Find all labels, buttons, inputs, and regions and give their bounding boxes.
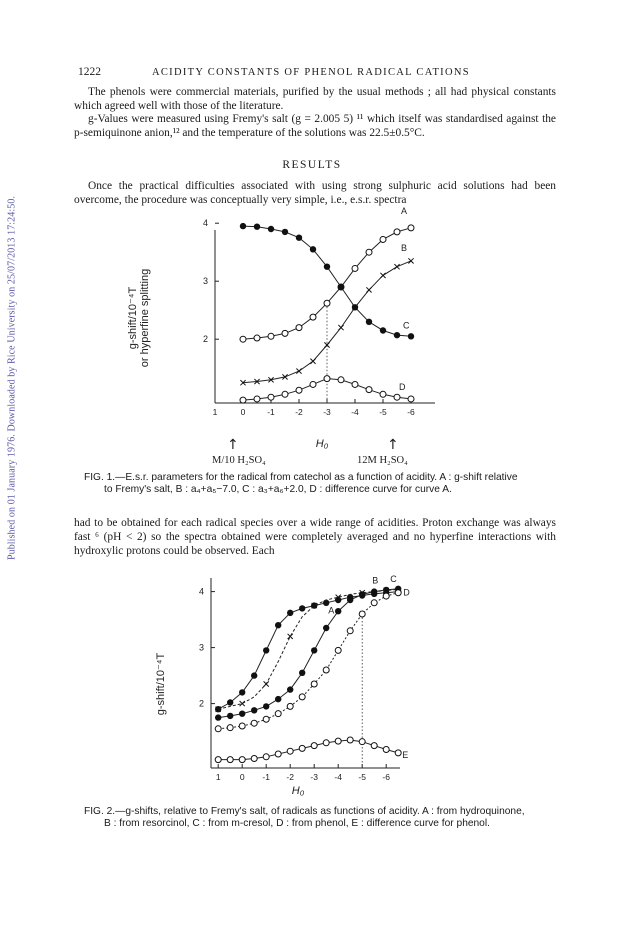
fig2-series-d-point xyxy=(275,711,281,717)
page-number: 1222 xyxy=(78,66,101,78)
fig1-y-tick-label: 3 xyxy=(202,276,208,287)
fig1-series-b-point xyxy=(338,325,343,330)
fig2-y-tick-label: 2 xyxy=(198,698,204,709)
fig2-x-tick-label: -3 xyxy=(310,772,318,782)
fig1-x-tick-label: 1 xyxy=(212,407,218,417)
fig1-x-tick-label: -2 xyxy=(295,407,303,417)
fig2-series-e-point xyxy=(287,748,293,754)
fig2-ylabel: g-shift/10⁻⁴T xyxy=(155,652,167,716)
fig2-series-a-point xyxy=(263,647,269,653)
fig2-series-e-point xyxy=(395,750,401,756)
fig1-series-c-line xyxy=(243,226,411,336)
fig2-series-d-point xyxy=(347,628,353,634)
fig2-series-c-point xyxy=(299,670,305,676)
fig2-series-c-point xyxy=(239,710,245,716)
fig2-series-e-point xyxy=(263,754,269,760)
fig1-ylabel-line2: or hyperfine splitting xyxy=(139,268,151,368)
fig1-series-c-point xyxy=(352,304,358,310)
fig2-series-d-point xyxy=(395,590,401,596)
fig2-series-e-point xyxy=(383,747,389,753)
fig1-series-a-point xyxy=(240,336,246,342)
fig2-caption-line1: FIG. 2.—g-shifts, relative to Fremy's salt, of radicals as functions of acidity. A : from hydroquinone, xyxy=(84,806,525,817)
fig2-series-d-point xyxy=(299,694,305,700)
fig1-series-c-point xyxy=(408,333,414,339)
fig2-series-e-point xyxy=(323,740,329,746)
fig2-series-d-point xyxy=(383,593,389,599)
middle-paragraph xyxy=(74,516,556,559)
fig1-series-c-point xyxy=(338,284,344,290)
fig1-series-d-point xyxy=(380,391,386,397)
fig1-series-c-point xyxy=(268,226,274,232)
fig2-series-c-point xyxy=(263,703,269,709)
fig2-x-tick-label: 0 xyxy=(239,772,245,782)
running-title: ACIDITY CONSTANTS OF PHENOL RADICAL CATIONS xyxy=(152,67,470,78)
fig1-series-c-point xyxy=(394,332,400,338)
fig1-right-marker: 12M H₂SO₄ xyxy=(357,455,408,466)
fig1-series-a-point xyxy=(296,325,302,331)
fig2-series-c-point xyxy=(359,591,365,597)
fig1-series-a-label: A xyxy=(401,205,408,216)
fig2-y-tick-label: 4 xyxy=(198,586,204,597)
fig1-x-tick-label: -1 xyxy=(267,407,275,417)
fig2-series-e-label: E xyxy=(402,749,409,760)
intro-text xyxy=(74,86,556,140)
fig1-series-b-point xyxy=(296,369,301,374)
fig2-x-tick-label: -1 xyxy=(262,772,270,782)
fig1-right-arrow-icon: ↑ xyxy=(387,437,399,453)
fig2-x-tick-label: 1 xyxy=(215,772,221,782)
fig2-series-e-point xyxy=(371,743,377,749)
fig1-y-tick-label: 2 xyxy=(202,334,208,345)
figure-1 xyxy=(127,205,440,458)
fig2-series-e-point xyxy=(299,745,305,751)
fig1-xlabel: H₀ xyxy=(315,438,329,450)
fig2-series-e-point xyxy=(275,751,281,757)
fig2-series-a-point xyxy=(299,605,305,611)
fig2-series-b-label: B xyxy=(372,575,379,586)
fig2-series-d-point xyxy=(359,611,365,617)
fig1-x-tick-label: -3 xyxy=(323,407,331,417)
fig1-series-b-point xyxy=(366,287,371,292)
results-paragraph xyxy=(74,180,556,207)
fig1-left-arrow-icon: ↑ xyxy=(227,437,239,453)
fig2-series-c-point xyxy=(347,597,353,603)
fig1-x-tick-label: -5 xyxy=(379,407,387,417)
fig2-series-e-point xyxy=(359,739,365,745)
fig2-series-a-label: A xyxy=(328,605,335,616)
middle-paragraph-text: had to be obtained for each radical species over a wide range of acidities. Proton exchange was always fast ⁶ (pH < 2) so the spectra obtained were completely averaged and no hyperfine interactions with hydroxylic protons could be observed. Each xyxy=(74,517,556,558)
fig1-series-c-label: C xyxy=(403,320,410,331)
fig1-series-c-point xyxy=(310,246,316,252)
fig2-series-d-point xyxy=(323,667,329,673)
fig2-series-a-point xyxy=(287,610,293,616)
fig1-series-c-point xyxy=(240,223,246,229)
fig1-series-a-point xyxy=(380,236,386,242)
figure-1-plot xyxy=(127,205,440,458)
fig1-series-b-point xyxy=(380,273,385,278)
fig1-series-a-line xyxy=(243,228,411,339)
fig2-series-e-point xyxy=(215,757,221,763)
fig1-series-a-point xyxy=(408,225,414,231)
fig1-series-a-point xyxy=(352,265,358,271)
fig1-x-tick-label: 0 xyxy=(240,407,246,417)
fig1-series-a-point xyxy=(268,333,274,339)
fig2-series-e-point xyxy=(347,737,353,743)
fig2-series-d-point xyxy=(227,725,233,731)
fig2-series-b-point xyxy=(288,634,293,639)
fig2-series-d-point xyxy=(371,600,377,606)
fig1-series-d-label: D xyxy=(399,381,406,392)
figure-1-caption xyxy=(84,472,554,496)
fig2-series-d-point xyxy=(239,723,245,729)
fig2-series-c-point xyxy=(275,696,281,702)
fig1-series-a-point xyxy=(394,229,400,235)
fig1-series-d-point xyxy=(408,396,414,402)
fig2-series-c-point xyxy=(227,713,233,719)
fig1-caption-line2: to Fremy's salt, B : a₄+a₅−7.0, C : a₃+a₆+2.0, D : difference curve for curve A. xyxy=(104,484,452,495)
fig1-x-tick-label: -4 xyxy=(351,407,359,417)
fig2-series-a-point xyxy=(251,672,257,678)
fig1-series-d-point xyxy=(310,381,316,387)
fig2-series-d-point xyxy=(215,726,221,732)
fig2-series-d-label: D xyxy=(403,587,410,598)
fig2-series-c-line xyxy=(218,589,398,718)
fig1-series-c-point xyxy=(296,235,302,241)
fig2-series-b-point xyxy=(264,681,269,686)
fig2-series-e-line xyxy=(218,740,398,760)
fig2-series-c-point xyxy=(323,625,329,631)
fig2-series-e-point xyxy=(251,755,257,761)
fig1-series-d-point xyxy=(268,394,274,400)
fig2-xlabel: H₀ xyxy=(291,785,305,797)
fig1-series-a-point xyxy=(324,300,330,306)
fig2-caption-line2: B : from resorcinol, C : from m-cresol, D : from phenol, E : difference curve for phenol. xyxy=(104,818,490,829)
download-notice-text: Published on 01 January 1976. Downloaded by Rice University on 25/07/2013 17:24:50. xyxy=(6,195,18,561)
intro-paragraph-2: g-Values were measured using Fremy's salt (g = 2.005 5) ¹¹ which itself was standardised against the p-semiquinone anion,¹² and the temperature of the solutions was 22.5±0.5°C. xyxy=(74,113,556,139)
fig1-series-c-point xyxy=(380,327,386,333)
fig1-series-d-point xyxy=(240,397,246,403)
fig2-x-tick-label: -2 xyxy=(286,772,294,782)
fig2-series-d-point xyxy=(251,720,257,726)
fig2-series-d-point xyxy=(335,647,341,653)
fig1-series-d-point xyxy=(254,396,260,402)
fig1-series-b-point xyxy=(310,359,315,364)
fig1-series-c-point xyxy=(324,264,330,270)
fig2-x-tick-label: -5 xyxy=(358,772,366,782)
fig2-series-c-point xyxy=(287,686,293,692)
fig1-series-b-point xyxy=(408,258,413,263)
fig1-series-d-point xyxy=(366,387,372,393)
fig1-series-d-point xyxy=(394,394,400,400)
results-heading: RESULTS xyxy=(282,159,342,171)
fig1-ylabel-line1: g-shift/10⁻⁴T xyxy=(127,286,139,350)
fig2-series-e-point xyxy=(239,757,245,763)
fig2-series-a-point xyxy=(275,622,281,628)
figure-2-caption xyxy=(84,806,554,830)
fig2-series-a-point xyxy=(227,699,233,705)
fig1-series-a-point xyxy=(366,249,372,255)
download-notice xyxy=(4,178,20,578)
fig2-x-tick-label: -4 xyxy=(334,772,342,782)
fig2-series-c-point xyxy=(311,647,317,653)
fig2-series-d-point xyxy=(287,703,293,709)
fig2-series-c-point xyxy=(335,608,341,614)
fig2-series-c-point xyxy=(371,588,377,594)
fig1-series-d-point xyxy=(338,377,344,383)
fig1-y-tick-label: 4 xyxy=(202,218,208,229)
fig2-series-e-point xyxy=(227,757,233,763)
fig1-series-a-point xyxy=(310,314,316,320)
fig2-y-tick-label: 3 xyxy=(198,642,204,653)
fig1-series-d-point xyxy=(296,387,302,393)
fig1-series-d-point xyxy=(282,391,288,397)
fig2-series-e-point xyxy=(335,738,341,744)
fig1-caption-line1: FIG. 1.—E.s.r. parameters for the radical from catechol as a function of acidity. A : g-shift relative xyxy=(84,472,518,483)
fig2-series-c-point xyxy=(251,707,257,713)
fig2-x-tick-label: -6 xyxy=(382,772,390,782)
fig2-series-d-point xyxy=(263,716,269,722)
fig1-series-b-point xyxy=(394,264,399,269)
figure-2 xyxy=(155,573,460,804)
fig2-series-c-label: C xyxy=(390,573,397,584)
fig1-series-a-point xyxy=(282,330,288,336)
fig2-series-e-point xyxy=(311,743,317,749)
fig1-left-marker: M/10 H₂SO₄ xyxy=(212,455,266,466)
fig1-series-a-point xyxy=(254,335,260,341)
results-paragraph-text: Once the practical difficulties associated with using strong sulphuric acid solutions had been overcome, the procedure was conceptually very simple, i.e., e.s.r. spectra xyxy=(74,180,556,206)
intro-paragraph-1: The phenols were commercial materials, purified by the usual methods ; all had physical constants which agreed well with those of the literature. xyxy=(74,86,556,112)
fig2-series-c-point xyxy=(383,587,389,593)
fig1-series-c-point xyxy=(254,223,260,229)
fig1-x-tick-label: -6 xyxy=(407,407,415,417)
fig2-series-d-point xyxy=(311,681,317,687)
fig1-series-c-point xyxy=(366,319,372,325)
fig1-series-b-label: B xyxy=(401,242,408,253)
fig1-series-c-point xyxy=(282,229,288,235)
fig1-series-d-point xyxy=(352,381,358,387)
figure-2-plot xyxy=(155,573,460,804)
fig2-series-c-point xyxy=(215,714,221,720)
fig2-series-a-point xyxy=(239,689,245,695)
fig1-series-d-point xyxy=(324,376,330,382)
